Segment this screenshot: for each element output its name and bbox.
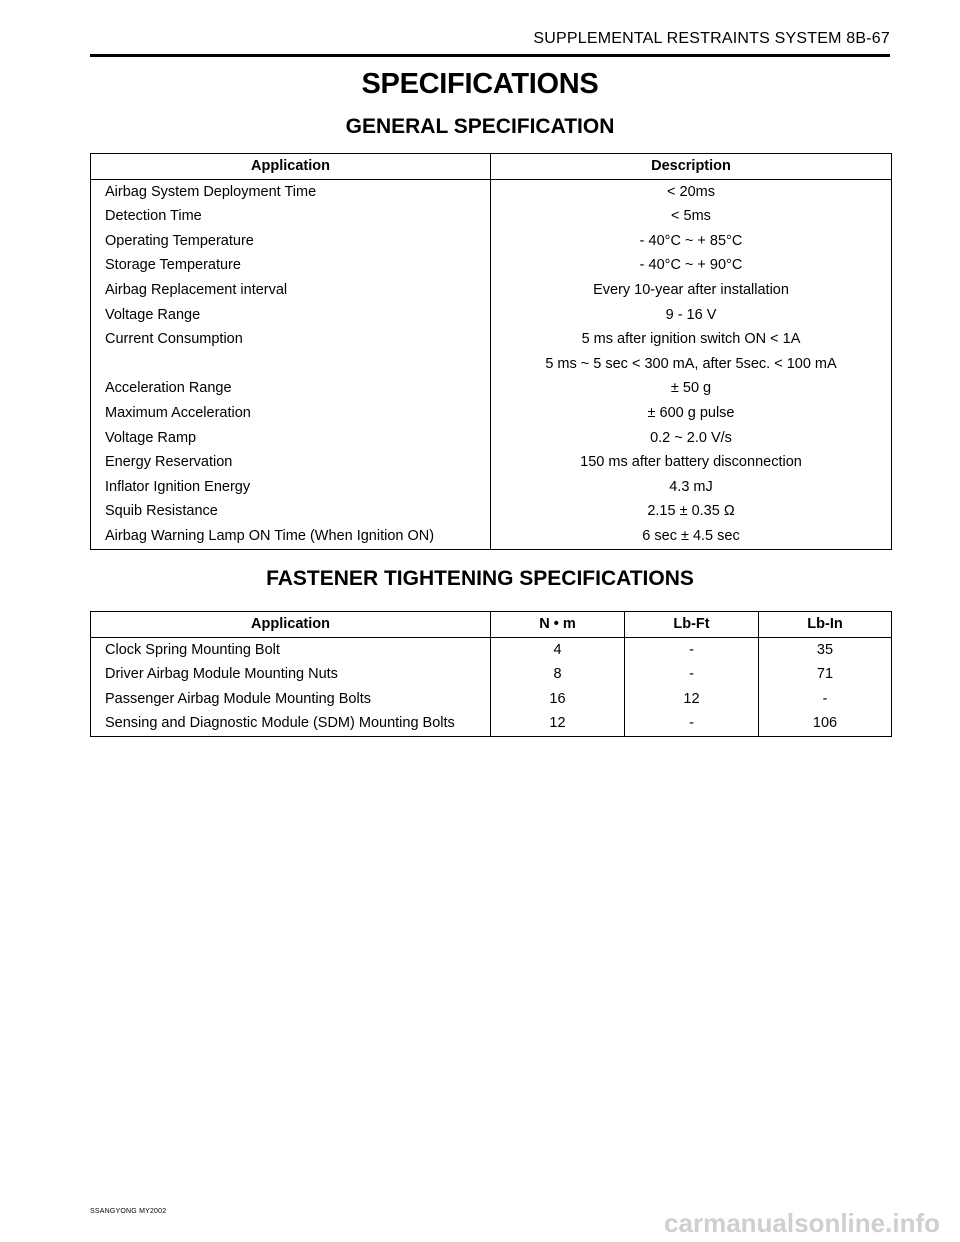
- description-line: Every 10-year after installation: [593, 281, 789, 298]
- description-line: 5 ms ~ 5 sec < 300 mA, after 5sec. < 100 mA: [545, 355, 837, 372]
- table-row: [91, 253, 892, 278]
- table-row: [91, 711, 892, 736]
- description-cell: [491, 253, 892, 278]
- nm-cell: 12: [491, 711, 625, 736]
- lbft-cell: 12: [625, 687, 759, 712]
- application-cell: Acceleration Range: [91, 376, 491, 401]
- lbft-cell: -: [625, 637, 759, 662]
- application-cell: Airbag System Deployment Time: [91, 179, 491, 204]
- table-row: [91, 278, 892, 303]
- lbin-cell: 35: [759, 637, 892, 662]
- description-cell: [491, 229, 892, 254]
- column-header: Lb-In: [759, 612, 892, 638]
- application-cell: Operating Temperature: [91, 229, 491, 254]
- description-cell: [491, 426, 892, 451]
- table-row: [91, 204, 892, 229]
- application-cell: Current Consumption: [91, 327, 491, 376]
- general-specification-title: GENERAL SPECIFICATION: [345, 115, 615, 138]
- description-line: 6 sec ± 4.5 sec: [642, 527, 740, 544]
- nm-cell: 16: [491, 687, 625, 712]
- description-line: < 20ms: [667, 183, 715, 200]
- application-cell: Squib Resistance: [91, 499, 491, 524]
- column-header: Lb-Ft: [625, 612, 759, 638]
- application-cell: Driver Airbag Module Mounting Nuts: [91, 662, 491, 687]
- description-cell: [491, 376, 892, 401]
- description-cell: [491, 450, 892, 475]
- column-header: N • m: [491, 612, 625, 638]
- nm-cell: 4: [491, 637, 625, 662]
- description-line: 5 ms after ignition switch ON < 1A: [581, 331, 801, 348]
- column-header: Description: [491, 154, 892, 180]
- table-row: [91, 376, 892, 401]
- general-specification-table: [90, 153, 892, 550]
- description-cell: [491, 303, 892, 328]
- footer-text: SSANGYONG MY2002: [90, 1208, 167, 1215]
- application-cell: Airbag Replacement interval: [91, 278, 491, 303]
- application-cell: Clock Spring Mounting Bolt: [91, 637, 491, 662]
- description-line: 150 ms after battery disconnection: [580, 454, 802, 471]
- application-cell: Voltage Range: [91, 303, 491, 328]
- description-line: - 40°C ~ + 85°C: [639, 232, 743, 249]
- description-cell: [491, 179, 892, 204]
- table-row: [91, 662, 892, 687]
- table-row: [91, 450, 892, 475]
- description-line: < 5ms: [671, 208, 711, 225]
- table-row: [91, 499, 892, 524]
- application-cell: Sensing and Diagnostic Module (SDM) Mounting Bolts: [91, 711, 491, 736]
- table-header-row: [91, 612, 892, 638]
- lbft-cell: -: [625, 662, 759, 687]
- fastener-specification-title: FASTENER TIGHTENING SPECIFICATIONS: [266, 567, 694, 590]
- table-row: [91, 687, 892, 712]
- lbft-cell: -: [625, 711, 759, 736]
- application-cell: Energy Reservation: [91, 450, 491, 475]
- table-row: [91, 475, 892, 500]
- description-line: ± 50 g: [670, 380, 712, 397]
- description-cell: [491, 204, 892, 229]
- description-cell: [491, 278, 892, 303]
- table-row: [91, 637, 892, 662]
- lbin-cell: 71: [759, 662, 892, 687]
- table-header-row: [91, 154, 892, 180]
- application-cell: Storage Temperature: [91, 253, 491, 278]
- page-title: SPECIFICATIONS: [361, 68, 599, 100]
- nm-cell: 8: [491, 662, 625, 687]
- description-cell: [491, 499, 892, 524]
- application-cell: Inflator Ignition Energy: [91, 475, 491, 500]
- table-row: [91, 401, 892, 426]
- description-cell: [491, 327, 892, 376]
- lbin-cell: -: [759, 687, 892, 712]
- application-cell: Voltage Ramp: [91, 426, 491, 451]
- description-cell: [491, 401, 892, 426]
- watermark: carmanualsonline.info: [664, 1208, 940, 1238]
- table-row: [91, 229, 892, 254]
- column-header: Application: [91, 612, 491, 638]
- table-row: [91, 426, 892, 451]
- table-row: [91, 303, 892, 328]
- page-header-title: SUPPLEMENTAL RESTRAINTS SYSTEM 8B-67: [533, 30, 890, 47]
- description-line: 2.15 ± 0.35 Ω: [647, 503, 735, 520]
- lbin-cell: 106: [759, 711, 892, 736]
- description-cell: [491, 524, 892, 549]
- application-cell: Passenger Airbag Module Mounting Bolts: [91, 687, 491, 712]
- description-line: 0.2 ~ 2.0 V/s: [650, 429, 732, 446]
- application-cell: Maximum Acceleration: [91, 401, 491, 426]
- table-row: [91, 524, 892, 549]
- header-rule: [90, 54, 890, 57]
- fastener-specification-table: [90, 611, 892, 737]
- description-line: 4.3 mJ: [669, 478, 713, 495]
- table-row: [91, 327, 892, 376]
- column-header: Application: [91, 154, 491, 180]
- application-cell: Detection Time: [91, 204, 491, 229]
- table-row: [91, 179, 892, 204]
- description-cell: [491, 475, 892, 500]
- description-line: - 40°C ~ + 90°C: [639, 257, 743, 274]
- description-line: ± 600 g pulse: [647, 404, 735, 421]
- description-line: 9 - 16 V: [665, 306, 717, 323]
- application-cell: Airbag Warning Lamp ON Time (When Ignition ON): [91, 524, 491, 549]
